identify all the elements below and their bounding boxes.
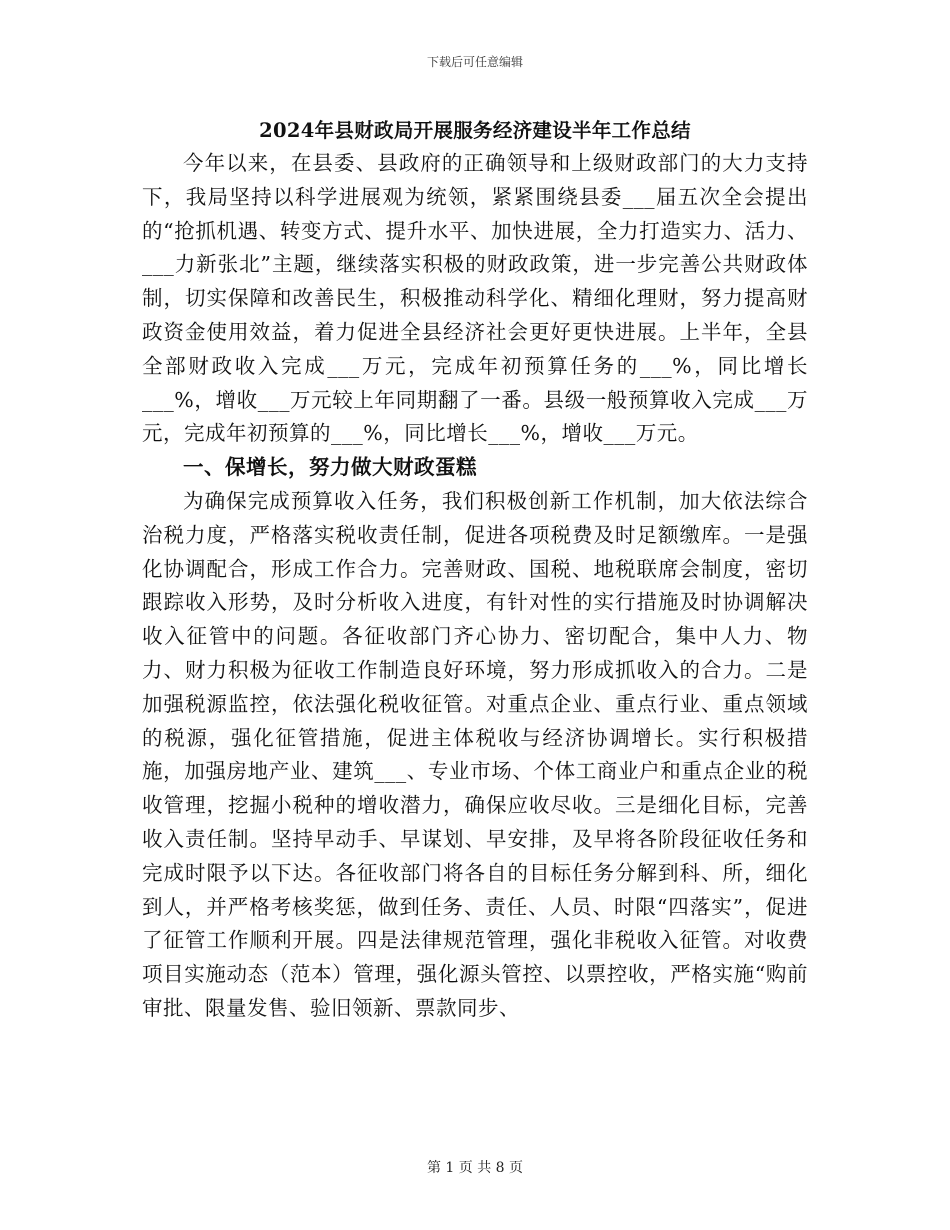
intro-paragraph: 今年以来，在县委、县政府的正确领导和上级财政部门的大力支持下，我局坚持以科学进展观为统领，紧紧围绕县委___届五次全会提出的“抢抓机遇、转变方式、提升水平、加快进展，全力打造实力、活力、___力新张北”主题，继续落实积极的财政政策，进一步完善公共财政体制，切实保障和改善民生，积极推动科学化、精细化理财，努力提高财政资金使用效益，着力促进全县经济社会更好更快进展。上半年，全县全部财政收入完成___万元，完成年初预算任务的___%，同比增长___%，增收___万元较上年同期翻了一番。县级一般预算收入完成___万元，完成年初预算的___%，同比增长___%，增收___万元。 [142, 151, 808, 446]
section-1-heading: 一、保增长，努力做大财政蛋糕 [183, 455, 477, 480]
header-note: 下载后可任意编辑 [426, 55, 523, 69]
page-number: 第 1 页 共 8 页 [426, 1160, 524, 1176]
document-title: 2024年县财政局开展服务经济建设半年工作总结 [259, 119, 691, 142]
document-body [142, 147, 808, 1026]
section-1-paragraph: 为确保完成预算收入任务，我们积极创新工作机制，加大依法综合治税力度，严格落实税收责任制，促进各项税费及时足额缴库。一是强化协调配合，形成工作合力。完善财政、国税、地税联席会制度，密切跟踪收入形势，及时分析收入进度，有针对性的实行措施及时协调解决收入征管中的问题。各征收部门齐心协力、密切配合，集中人力、物力、财力积极为征收工作制造良好环境，努力形成抓收入的合力。二是加强税源监控，依法强化税收征管。对重点企业、重点行业、重点领域的税源，强化征管措施，促进主体税收与经济协调增长。实行积极措施，加强房地产业、建筑___、专业市场、个体工商业户和重点企业的税收管理，挖掘小税种的增收潜力，确保应收尽收。三是细化目标，完善收入责任制。坚持早动手、早谋划、早安排，及早将各阶段征收任务和完成时限予以下达。各征收部门将各自的目标任务分解到科、所，细化到人，并严格考核奖惩，做到任务、责任、人员、时限“四落实”，促进了征管工作顺利开展。四是法律规范管理，强化非税收入征管。对收费项目实施动态（范本）管理，强化源头管控、以票控收，严格实施“购前审批、限量发售、验旧领新、票款同步、 [142, 488, 808, 1020]
